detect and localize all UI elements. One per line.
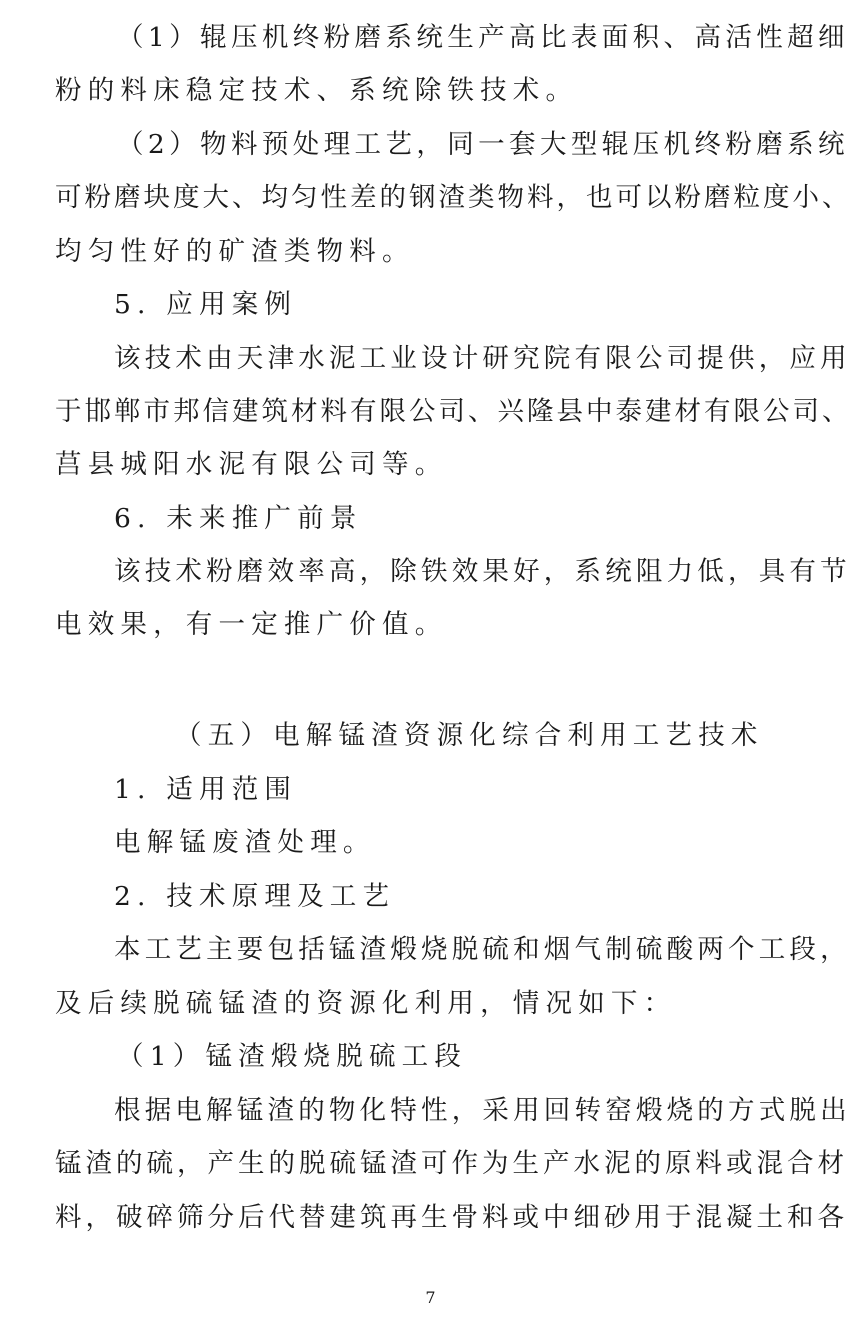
paragraph-line: 及后续脱硫锰渣的资源化利用，情况如下：: [55, 988, 677, 1019]
paragraph-line: 锰渣的硫，产生的脱硫锰渣可作为生产水泥的原料或混合材: [55, 1148, 848, 1179]
paragraph-line: 料，破碎筛分后代替建筑再生骨料或中细砂用于混凝土和各: [55, 1202, 848, 1233]
paragraph-line: 电解锰废渣处理。: [114, 827, 376, 858]
paragraph-line: 莒县城阳水泥有限公司等。: [55, 449, 448, 480]
paragraph-line: （1）辊压机终粉磨系统生产高比表面积、高活性超细: [117, 22, 849, 53]
paragraph-line: （2）物料预处理工艺，同一套大型辊压机终粉磨系统: [117, 129, 849, 160]
page-number: 7: [425, 1288, 436, 1307]
section-heading: 6. 未来推广前景: [114, 503, 363, 534]
paragraph-line: 本工艺主要包括锰渣煅烧脱硫和烟气制硫酸两个工段，: [114, 934, 851, 965]
paragraph-line: 电效果，有一定推广价值。: [55, 609, 448, 640]
paragraph-line: 该技术粉磨效率高，除铁效果好，系统阻力低，具有节: [114, 556, 851, 587]
paragraph-line: 于邯郸市邦信建筑材料有限公司、兴隆县中泰建材有限公司、: [55, 396, 852, 427]
subsection-heading: （1）锰渣煅烧脱硫工段: [117, 1041, 468, 1072]
paragraph-line: 根据电解锰渣的物化特性，采用回转窑煅烧的方式脱出: [114, 1095, 851, 1126]
paragraph-line: 可粉磨块度大、均匀性差的钢渣类物料，也可以粉磨粒度小、: [55, 182, 852, 213]
paragraph-line: 该技术由天津水泥工业设计研究院有限公司提供，应用: [114, 343, 851, 374]
section-heading: 1. 适用范围: [114, 774, 298, 805]
section-heading: 2. 技术原理及工艺: [114, 881, 396, 912]
paragraph-line: 粉的料床稳定技术、系统除铁技术。: [55, 75, 579, 106]
section-heading: 5. 应用案例: [114, 289, 298, 320]
chapter-heading: （五）电解锰渣资源化综合利用工艺技术: [175, 720, 764, 751]
paragraph-line: 均匀性好的矿渣类物料。: [55, 236, 415, 267]
